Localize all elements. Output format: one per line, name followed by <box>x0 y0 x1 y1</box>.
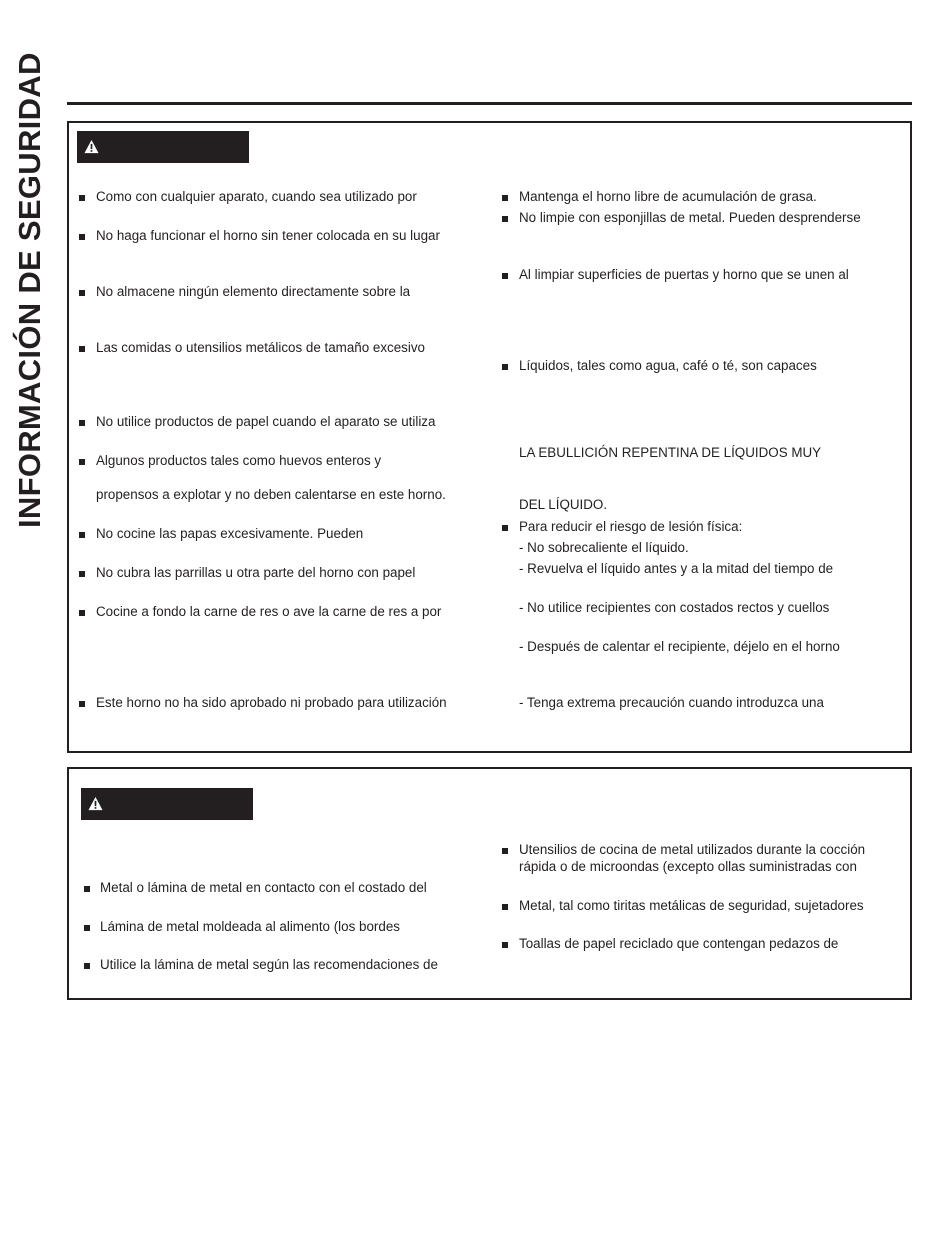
list-item-continuation: propensos a explotar y no deben calentarse en este horno. <box>96 487 446 502</box>
bullet <box>84 925 90 931</box>
list-item: Lámina de metal moldeada al alimento (los bordes <box>100 919 400 934</box>
bullet <box>79 459 85 465</box>
sub-item: - Tenga extrema precaución cuando introduzca una <box>519 695 824 710</box>
list-item: Para reducir el riesgo de lesión física: <box>519 519 743 534</box>
warning-header-bar <box>77 131 249 163</box>
bullet <box>502 904 508 910</box>
bullet <box>79 195 85 201</box>
list-item: Este horno no ha sido aprobado ni probado para utilización <box>96 695 447 710</box>
side-title: INFORMACIÓN DE SEGURIDAD <box>12 52 47 528</box>
list-item: Mantenga el horno libre de acumulación de grasa. <box>519 189 817 204</box>
list-item: No cubra las parrillas u otra parte del horno con papel <box>96 565 416 580</box>
bullet <box>502 195 508 201</box>
safety-box-1 <box>67 121 912 753</box>
list-item-continuation: rápida o de microondas (excepto ollas suministradas con <box>519 859 857 874</box>
bullet <box>502 942 508 948</box>
list-item: No cocine las papas excesivamente. Pueden <box>96 526 364 541</box>
warning-header-bar <box>81 788 253 820</box>
bullet <box>84 886 90 892</box>
bullet <box>79 571 85 577</box>
list-item: Utensilios de cocina de metal utilizados durante la cocción <box>519 842 866 857</box>
list-item: No utilice productos de papel cuando el aparato se utiliza <box>96 414 436 429</box>
list-item: No haga funcionar el horno sin tener colocada en su lugar <box>96 228 440 243</box>
list-item: No limpie con esponjillas de metal. Pueden desprenderse <box>519 210 861 225</box>
list-item: Las comidas o utensilios metálicos de tamaño excesivo <box>96 340 425 355</box>
bullet <box>79 290 85 296</box>
bullet <box>79 701 85 707</box>
bullet <box>79 420 85 426</box>
sub-item: - Después de calentar el recipiente, déjelo en el horno <box>519 639 840 654</box>
bullet <box>502 273 508 279</box>
sub-item: - No utilice recipientes con costados rectos y cuellos <box>519 600 830 615</box>
list-item: Metal, tal como tiritas metálicas de seguridad, sujetadores <box>519 898 864 913</box>
bullet <box>502 216 508 222</box>
bullet <box>79 610 85 616</box>
list-item: Cocine a fondo la carne de res o ave la carne de res a por <box>96 604 442 619</box>
bullet <box>79 234 85 240</box>
list-item: No almacene ningún elemento directamente sobre la <box>96 284 411 299</box>
list-item: Algunos productos tales como huevos enteros y <box>96 453 382 468</box>
bullet <box>502 848 508 854</box>
list-item: Utilice la lámina de metal según las recomendaciones de <box>100 957 438 972</box>
warning-triangle-icon <box>88 796 103 811</box>
bullet <box>79 346 85 352</box>
list-item: Como con cualquier aparato, cuando sea utilizado por <box>96 189 417 204</box>
list-item: Metal o lámina de metal en contacto con el costado del <box>100 880 427 895</box>
sub-item: - No sobrecaliente el líquido. <box>519 540 689 555</box>
bullet <box>84 963 90 969</box>
list-item: Toallas de papel reciclado que contengan pedazos de <box>519 936 839 951</box>
bullet <box>502 525 508 531</box>
warning-text: DEL LÍQUIDO. <box>519 497 608 512</box>
bullet <box>79 532 85 538</box>
sub-item: - Revuelva el líquido antes y a la mitad del tiempo de <box>519 561 834 576</box>
bullet <box>502 364 508 370</box>
list-item: Al limpiar superficies de puertas y horno que se unen al <box>519 267 849 282</box>
list-item: Líquidos, tales como agua, café o té, son capaces <box>519 358 817 373</box>
warning-triangle-icon <box>84 139 99 154</box>
safety-box-2 <box>67 767 912 1000</box>
top-rule <box>67 102 912 105</box>
warning-text: LA EBULLICIÓN REPENTINA DE LÍQUIDOS MUY <box>519 445 822 460</box>
